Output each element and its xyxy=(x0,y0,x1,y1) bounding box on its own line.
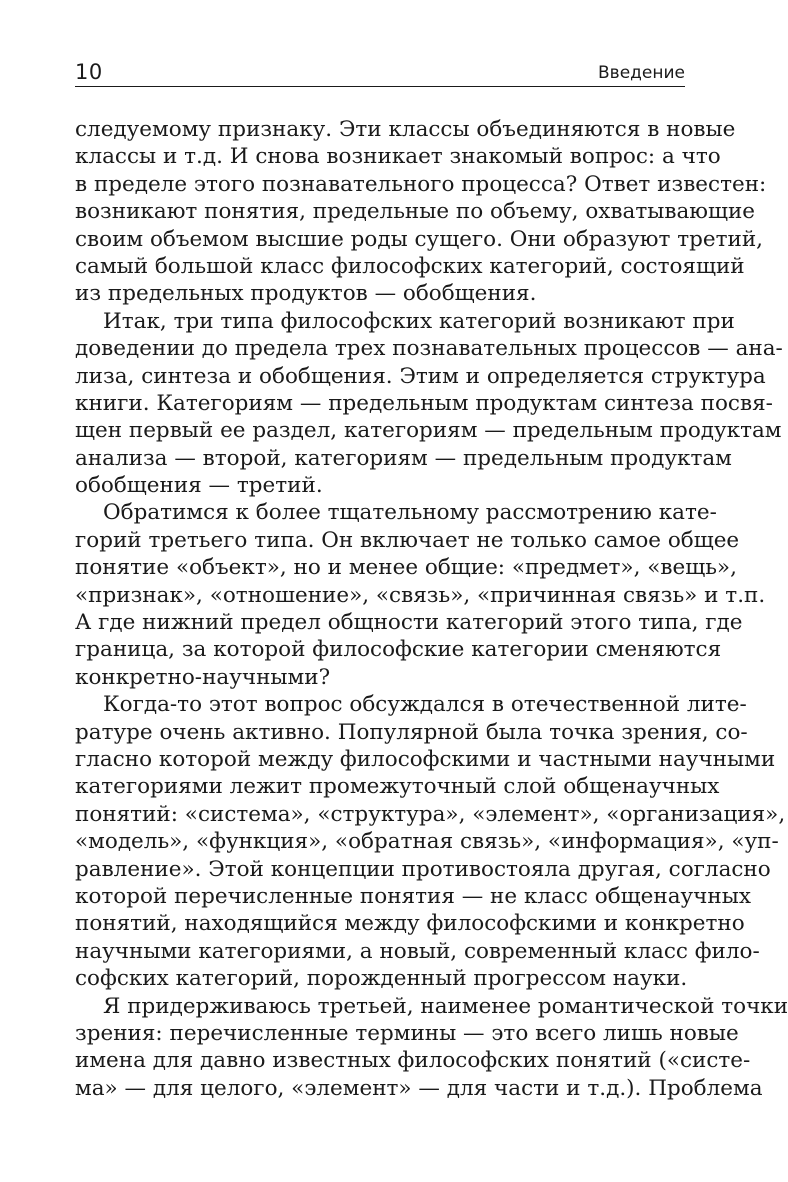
text-line: конкретно-научными? xyxy=(75,664,331,690)
text-line: обобщения — третий. xyxy=(75,473,323,499)
text-line: из предельных продуктов — обобщения. xyxy=(75,281,537,307)
text-line: лиза, синтеза и обобщения. Этим и определяется структура xyxy=(75,363,766,389)
text-line: понятие «объект», но и менее общие: «предмет», «вещь», xyxy=(75,555,737,581)
text-line: «признак», «отношение», «связь», «причинная связь» и т.п. xyxy=(75,582,766,608)
text-line: имена для давно известных философских понятий («систе- xyxy=(75,1048,751,1074)
text-line: анализа — второй, категориям — предельным продуктам xyxy=(75,445,732,471)
text-line: «модель», «функция», «обратная связь», «информация», «уп- xyxy=(75,829,779,855)
text-line: которой перечисленные понятия — не класс общенаучных xyxy=(75,883,751,909)
text-line: зрения: перечисленные термины — это всего лишь новые xyxy=(75,1020,739,1046)
text-line: граница, за которой философские категории сменяются xyxy=(75,637,722,663)
text-line: доведении до предела трех познавательных процессов — ана- xyxy=(75,336,783,362)
section-title: Введение xyxy=(598,63,685,83)
text-line: своим объемом высшие роды сущего. Они образуют третий, xyxy=(75,226,763,252)
text-line: классы и т.д. И снова возникает знакомый вопрос: а что xyxy=(75,144,721,170)
running-header xyxy=(75,58,685,87)
text-line: понятий: «система», «структура», «элемент», «организация», xyxy=(75,801,786,827)
paragraph-first-line: Когда-то этот вопрос обсуждался в отечественной лите- xyxy=(103,692,747,718)
text-line: следуемому признаку. Эти классы объединяются в новые xyxy=(75,117,736,142)
text-line: равление». Этой концепции противостояла другая, согласно xyxy=(75,856,771,882)
text-line: щен первый ее раздел, категориям — предельным продуктам xyxy=(75,418,782,444)
paragraph-first-line: Я придерживаюсь третьей, наименее романтической точки xyxy=(103,993,788,1019)
text-line: ратуре очень активно. Популярной была точка зрения, со- xyxy=(75,719,748,745)
text-line: категориями лежит промежуточный слой общенаучных xyxy=(75,774,720,800)
text-line: гласно которой между философскими и частными научными xyxy=(75,746,776,772)
text-line: возникают понятия, предельные по объему, охватывающие xyxy=(75,199,756,225)
text-line: понятий, находящийся между философскими и конкретно xyxy=(75,911,745,937)
text-line: горий третьего типа. Он включает не только самое общее xyxy=(75,527,740,553)
text-line: научными категориями, а новый, современный класс фило- xyxy=(75,938,760,964)
text-line: софских категорий, порожденный прогрессом науки. xyxy=(75,966,688,992)
paragraph-first-line: Обратимся к более тщательному рассмотрению кате- xyxy=(103,500,717,526)
text-line: в пределе этого познавательного процесса? Ответ известен: xyxy=(75,171,767,197)
text-line: ма» — для целого, «элемент» — для части и т.д.). Проблема xyxy=(75,1075,763,1101)
text-line: А где нижний предел общности категорий этого типа, где xyxy=(75,610,743,636)
text-line: самый большой класс философских категорий, состоящий xyxy=(75,253,745,279)
page-number: 10 xyxy=(75,60,103,84)
paragraph-first-line: Итак, три типа философских категорий возникают при xyxy=(103,308,735,334)
text-line: книги. Категориям — предельным продуктам синтеза посвя- xyxy=(75,390,773,416)
body-text xyxy=(75,116,788,1102)
